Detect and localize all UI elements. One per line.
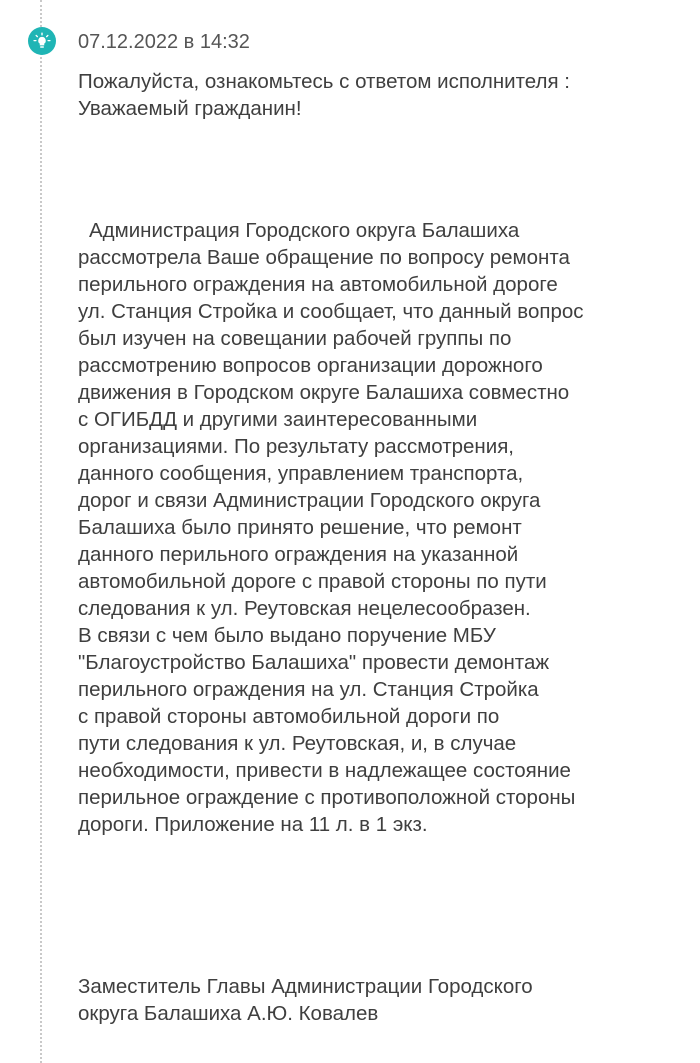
entry-timestamp: 07.12.2022 в 14:32: [78, 31, 250, 53]
lightbulb-icon: [33, 32, 51, 50]
response-body: Администрация Городского округа Балашиха рассмотрела Ваше обращение по вопросу ремонта перильного ограждения на автомобильной дороге ул. Станция Стройка и сообщает, что данный вопрос был изучен на совещании рабочей группы по рассмотрению вопросов организации дорожного движения в Городском округе Балашиха совместно с ОГИБДД и другими заинтересованными организациями. По результату рассмотрения, данного сообщения, управлением транспорта, дорог и связи Администрации Городского округа Балашиха было принято решение, что ремонт данного перильного ограждения на указанной автомобильной дороге с правой стороны по пути следования к ул. Реутовская нецелесообразен. В связи с чем было выдано поручение МБУ "Благоустройство Балашиха" провести демонтаж перильного ограждения на ул. Станция Стройка с правой стороны автомобильной дороги по пути следования к ул. Реутовская, и, в случае необходимости, привести в надлежащее состояние перильное ограждение с противоположной стороны дороги. Приложение на 11 л. в 1 экз.: [78, 219, 584, 836]
timeline-line: [40, 0, 42, 1063]
response-entry: [78, 28, 678, 1027]
response-intro: Пожалуйста, ознакомьтесь с ответом исполнителя : Уважаемый гражданин!: [78, 70, 570, 120]
response-signature: Заместитель Главы Администрации Городского округа Балашиха А.Ю. Ковалев: [78, 975, 533, 1025]
timeline-marker: [28, 27, 56, 55]
